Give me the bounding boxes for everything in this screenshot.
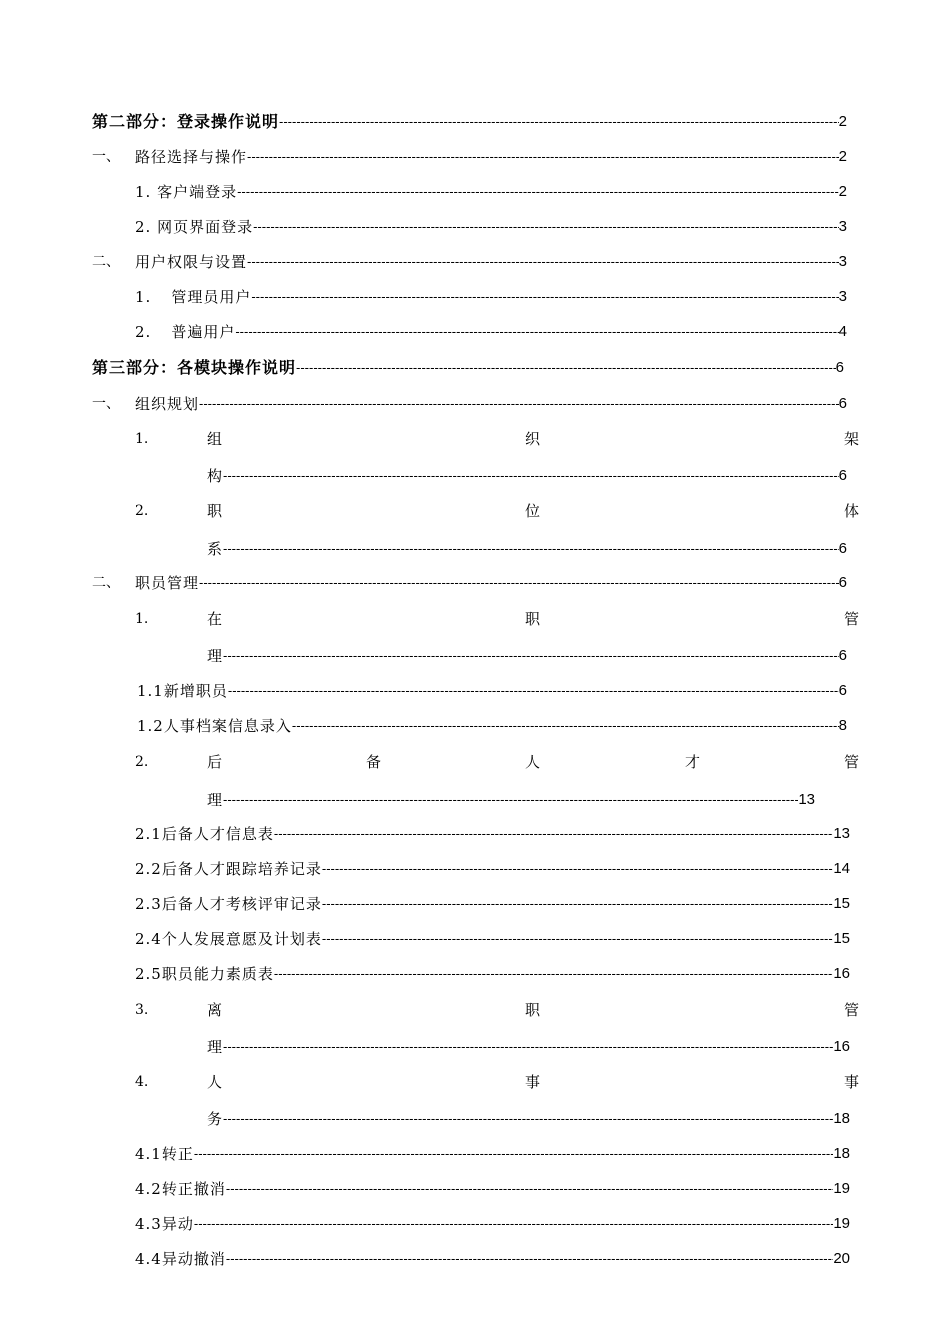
toc-leader [226,1179,833,1199]
toc-entry-label: 1. 客户端登录 [135,183,238,201]
toc-entry-number: 2. [135,754,149,770]
toc-entry-label: 组织规划 [135,395,200,413]
toc-spread-char: 职 [207,502,223,520]
toc-page-number: 15 [833,895,850,912]
toc-entry-label: 系 [207,540,224,558]
toc-entry-m2-1[interactable] [207,640,847,666]
toc-leader [194,1144,833,1164]
toc-spread-char: 职 [525,1001,541,1019]
toc-spread-char: 组 [207,430,223,448]
toc-spread-char: 事 [844,1073,860,1091]
toc-entry-label: 理 [207,791,224,809]
toc-spread-char: 架 [844,430,860,448]
toc-entry-m2-4-3[interactable] [135,1208,850,1234]
toc-entry-label: 第二部分：登录操作说明 [92,112,280,131]
toc-leader [274,964,833,984]
toc-page-number: 13 [833,825,850,842]
toc-spread-char: 管 [844,753,860,771]
toc-page-number: 18 [833,1145,850,1162]
toc-leader [194,1214,833,1234]
toc-leader [296,358,836,378]
toc-page-number: 2 [838,113,847,130]
toc-spread-char: 管 [844,610,860,628]
toc-entry-label: 1.2人事档案信息录入 [137,717,292,735]
toc-entry-part2[interactable] [92,106,847,132]
toc-leader [199,573,839,593]
toc-section-number: 二、 [92,254,120,270]
toc-entry-m2-4-2[interactable] [135,1173,850,1199]
toc-entry-part3[interactable] [92,352,844,378]
toc-entry-label: 职员管理 [135,574,200,592]
toc-spread-char: 人 [207,1073,223,1091]
toc-leader [253,217,839,237]
toc-page-number: 15 [833,930,850,947]
toc-page-number: 16 [833,965,850,982]
toc-leader [223,646,839,666]
toc-page-number: 6 [838,540,847,557]
toc-spread-char: 人 [525,753,541,771]
toc-entry-m2-2-1[interactable] [135,818,850,844]
toc-entry-m2-2-3[interactable] [135,888,850,914]
toc-spread-char: 职 [525,610,541,628]
toc-page-number: 6 [838,682,847,699]
toc-entry-m2-2-4[interactable] [135,923,850,949]
toc-entry-m2-4-1[interactable] [135,1138,850,1164]
toc-spread-char: 体 [844,502,860,520]
toc-page-number: 19 [833,1180,850,1197]
toc-page-number: 18 [833,1110,850,1127]
toc-section-number: 一、 [92,396,120,412]
toc-entry-label: 2.4个人发展意愿及计划表 [135,930,322,948]
toc-entry-s2-2[interactable] [135,316,847,342]
toc-leader [251,287,838,307]
toc-leader [247,252,839,272]
toc-section-number: 二、 [92,575,120,591]
toc-entry-label: 4.3异动 [135,1215,194,1233]
toc-entry-m2[interactable] [135,567,847,593]
toc-page-number: 8 [838,717,847,734]
toc-entry-label: 2.5职员能力素质表 [135,965,274,983]
toc-spread-char: 管 [844,1001,860,1019]
toc-page-number: 16 [833,1038,850,1055]
toc-leader [237,182,839,202]
toc-leader [226,1249,833,1269]
toc-entry-m2-1-2[interactable] [137,710,847,736]
toc-leader [322,929,833,949]
toc-entry-m2-4[interactable] [207,1103,850,1129]
toc-entry-s1-2[interactable] [135,211,847,237]
toc-entry-m2-2-5[interactable] [135,958,850,984]
toc-leader [274,824,833,844]
toc-spread-char: 才 [685,753,701,771]
toc-page-number: 4 [838,323,847,340]
toc-entry-number: 1. [135,288,152,306]
toc-entry-label: 管理员用户 [171,288,252,306]
toc-leader [223,466,839,486]
toc-section-number: 一、 [92,149,120,165]
toc-leader [322,894,833,914]
toc-leader [279,112,839,132]
toc-entry-label: 4.4异动撤消 [135,1250,226,1268]
toc-page-number: 20 [833,1250,850,1267]
toc-leader [247,147,839,167]
toc-entry-label: 1.1新增职员 [137,682,228,700]
toc-entry-number: 3. [135,1002,149,1018]
toc-entry-label: 理 [207,1038,224,1056]
toc-entry-s2[interactable] [135,246,847,272]
toc-entry-s1-1[interactable] [135,176,847,202]
toc-entry-m2-1-1[interactable] [137,675,847,701]
toc-page-number: 6 [838,395,847,412]
toc-entry-m1-2[interactable] [207,533,847,559]
toc-entry-number: 4. [135,1074,149,1090]
toc-entry-s2-1[interactable] [135,281,847,307]
toc-page-number: 3 [838,288,847,305]
toc-entry-label: 用户权限与设置 [135,253,248,271]
toc-page-number: 2 [838,148,847,165]
toc-spread-char: 织 [525,430,541,448]
toc-entry-label: 4.2转正撤消 [135,1180,226,1198]
toc-page-number: 6 [835,359,844,376]
toc-spread-char: 位 [525,502,541,520]
toc-entry-label: 第三部分：各模块操作说明 [92,358,297,377]
toc-page-number: 19 [833,1215,850,1232]
toc-spread-char: 离 [207,1001,223,1019]
toc-spread-char: 后 [207,753,223,771]
toc-leader [223,539,839,559]
toc-leader [235,322,838,342]
toc-entry-number: 2. [135,323,152,341]
toc-leader [292,716,839,736]
toc-page-number: 2 [838,183,847,200]
toc-entry-label: 2. 网页界面登录 [135,218,254,236]
toc-leader [223,1037,833,1057]
toc-page-number: 14 [833,860,850,877]
toc-leader [223,1109,833,1129]
toc-entry-label: 务 [207,1110,224,1128]
toc-entry-m2-3[interactable] [207,1031,850,1057]
toc-entry-label: 2.1后备人才信息表 [135,825,274,843]
toc-page-number: 3 [838,218,847,235]
toc-leader [199,394,839,414]
toc-page-number: 6 [838,467,847,484]
toc-entry-label: 2.2后备人才跟踪培养记录 [135,860,322,878]
toc-entry-m1[interactable] [135,388,847,414]
toc-entry-m1-1[interactable] [207,460,847,486]
toc-leader [223,790,798,810]
toc-entry-label: 路径选择与操作 [135,148,248,166]
toc-entry-label: 2.3后备人才考核评审记录 [135,895,322,913]
toc-page-number: 6 [838,574,847,591]
toc-spread-char: 事 [525,1073,541,1091]
toc-page-number: 13 [798,791,815,808]
toc-leader [322,859,833,879]
toc-entry-m2-4-4[interactable] [135,1243,850,1269]
toc-spread-char: 备 [366,753,382,771]
toc-entry-number: 1. [135,431,149,447]
toc-entry-label: 普遍用户 [171,323,236,341]
toc-entry-s1[interactable] [135,141,847,167]
toc-leader [228,681,839,701]
toc-entry-m2-2-2[interactable] [135,853,850,879]
toc-entry-label: 4.1转正 [135,1145,194,1163]
toc-page-number: 6 [838,647,847,664]
toc-entry-label: 理 [207,647,224,665]
toc-entry-label: 构 [207,467,224,485]
toc-entry-number: 1. [135,611,149,627]
toc-spread-char: 在 [207,610,223,628]
toc-entry-number: 2. [135,503,149,519]
toc-page-number: 3 [838,253,847,270]
toc-entry-m2-2[interactable] [207,784,815,810]
